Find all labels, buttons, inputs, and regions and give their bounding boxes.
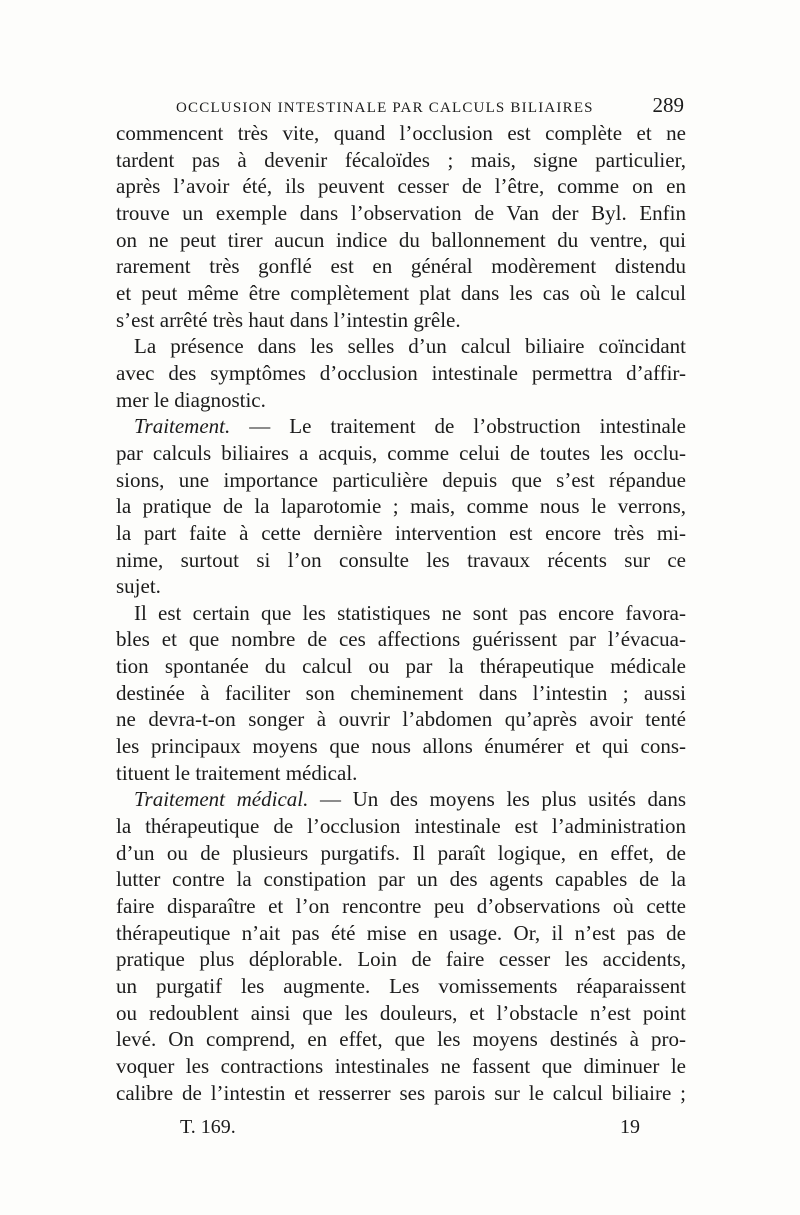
text-line xyxy=(116,520,686,547)
text-line xyxy=(116,467,686,494)
line-text: la part faite à cette dernière intervention est encore très mi- xyxy=(116,520,686,545)
text-line xyxy=(116,200,686,227)
line-text: calibre de l’intestin et resserrer ses parois sur le calcul biliaire ; xyxy=(116,1080,686,1105)
text-line xyxy=(116,360,686,387)
text-line xyxy=(116,173,686,200)
text-line xyxy=(116,1026,686,1053)
text-line xyxy=(116,493,686,520)
line-text: — Le traitement de l’obstruction intestinale xyxy=(230,414,686,439)
text-line xyxy=(116,866,686,893)
text-line xyxy=(116,680,686,707)
text-line xyxy=(116,813,686,840)
text-line xyxy=(116,1053,686,1080)
text-line xyxy=(116,147,686,174)
line-text: après l’avoir été, ils peuvent cesser de l’être, comme on en xyxy=(116,174,686,199)
body-text xyxy=(116,120,686,1106)
line-text: nime, surtout si l’on consulte les travaux récents sur ce xyxy=(116,547,686,572)
text-line xyxy=(116,280,686,307)
line-text: thérapeutique n’ait pas été mise en usage. Or, il n’est pas de xyxy=(116,920,686,945)
line-text: mer le diagnostic. xyxy=(116,387,266,412)
text-line xyxy=(116,440,686,467)
line-text: tion spontanée du calcul ou par la thérapeutique médicale xyxy=(116,654,686,679)
line-text: bles et que nombre de ces affections guérissent par l’évacua- xyxy=(116,627,686,652)
text-line xyxy=(116,253,686,280)
section-heading: Traitement médical. xyxy=(134,787,309,812)
line-text: rarement très gonflé est en général modèrement distendu xyxy=(116,254,686,279)
line-text: et peut même être complètement plat dans les cas où le calcul xyxy=(116,280,686,305)
line-text: sions, une importance particulière depuis que s’est répandue xyxy=(116,467,686,492)
printer-signature: T. 169. xyxy=(180,1116,236,1138)
line-text: Il est certain que les statistiques ne sont pas encore favora- xyxy=(134,600,686,625)
text-line xyxy=(116,626,686,653)
text-line xyxy=(116,653,686,680)
line-text: lutter contre la constipation par un des agents capables de la xyxy=(116,867,686,892)
text-line xyxy=(116,786,686,813)
text-line xyxy=(116,706,686,733)
text-line xyxy=(116,600,686,627)
line-text: sujet. xyxy=(116,574,161,599)
text-line xyxy=(116,547,686,574)
text-line xyxy=(116,920,686,947)
running-title: OCCLUSION INTESTINALE PAR CALCULS BILIAIRES xyxy=(176,100,594,116)
text-line xyxy=(116,307,686,334)
section-heading: Traitement. xyxy=(134,414,231,439)
line-text: la pratique de la laparotomie ; mais, comme nous le verrons, xyxy=(116,494,686,519)
text-line xyxy=(116,893,686,920)
line-text: avec des symptômes d’occlusion intestinale permettra d’affir- xyxy=(116,360,686,385)
text-line xyxy=(116,573,686,600)
line-text: levé. On comprend, en effet, que les moyens destinés à pro- xyxy=(116,1027,686,1052)
line-text: commencent très vite, quand l’occlusion est complète et ne xyxy=(116,121,686,145)
line-text: pratique plus déplorable. Loin de faire cesser les accidents, xyxy=(116,947,686,972)
line-text: voquer les contractions intestinales ne fassent que diminuer le xyxy=(116,1053,686,1078)
line-text: La présence dans les selles d’un calcul biliaire coïncidant xyxy=(134,334,686,359)
text-line xyxy=(116,413,686,440)
line-text: s’est arrêté très haut dans l’intestin grêle. xyxy=(116,307,461,332)
line-text: la thérapeutique de l’occlusion intestinale est l’administration xyxy=(116,814,686,839)
text-line xyxy=(116,333,686,360)
page-header xyxy=(176,93,684,118)
line-text: faire disparaître et l’on rencontre peu d’observations où cette xyxy=(116,894,686,919)
text-line xyxy=(116,120,686,147)
text-line xyxy=(116,387,686,414)
line-text: tardent pas à devenir fécaloïdes ; mais, signe particulier, xyxy=(116,147,686,172)
text-line xyxy=(116,973,686,1000)
page-number: 289 xyxy=(652,93,684,117)
gathering-number: 19 xyxy=(620,1116,640,1138)
text-line xyxy=(116,840,686,867)
line-text: ou redoublent ainsi que les douleurs, et l’obstacle n’est point xyxy=(116,1000,686,1025)
text-line xyxy=(116,1080,686,1107)
line-text: ne devra-t-on songer à ouvrir l’abdomen qu’après avoir tenté xyxy=(116,707,686,732)
text-line xyxy=(116,1000,686,1027)
line-text: trouve un exemple dans l’observation de Van der Byl. Enfin xyxy=(116,200,686,225)
line-text: — Un des moyens les plus usités dans xyxy=(308,787,686,812)
line-text: destinée à faciliter son cheminement dans l’intestin ; aussi xyxy=(116,680,686,705)
page-footer xyxy=(180,1116,640,1139)
line-text: un purgatif les augmente. Les vomissements réaparaissent xyxy=(116,974,686,998)
line-text: d’un ou de plusieurs purgatifs. Il paraît logique, en effet, de xyxy=(116,840,686,865)
line-text: tituent le traitement médical. xyxy=(116,760,358,785)
text-line xyxy=(116,760,686,787)
text-line xyxy=(116,733,686,760)
line-text: par calculs biliaires a acquis, comme celui de toutes les occlu- xyxy=(116,440,686,465)
line-text: les principaux moyens que nous allons énumérer et qui cons- xyxy=(116,734,686,759)
text-line xyxy=(116,227,686,254)
line-text: on ne peut tirer aucun indice du ballonnement du ventre, qui xyxy=(116,227,686,252)
text-line xyxy=(116,946,686,973)
